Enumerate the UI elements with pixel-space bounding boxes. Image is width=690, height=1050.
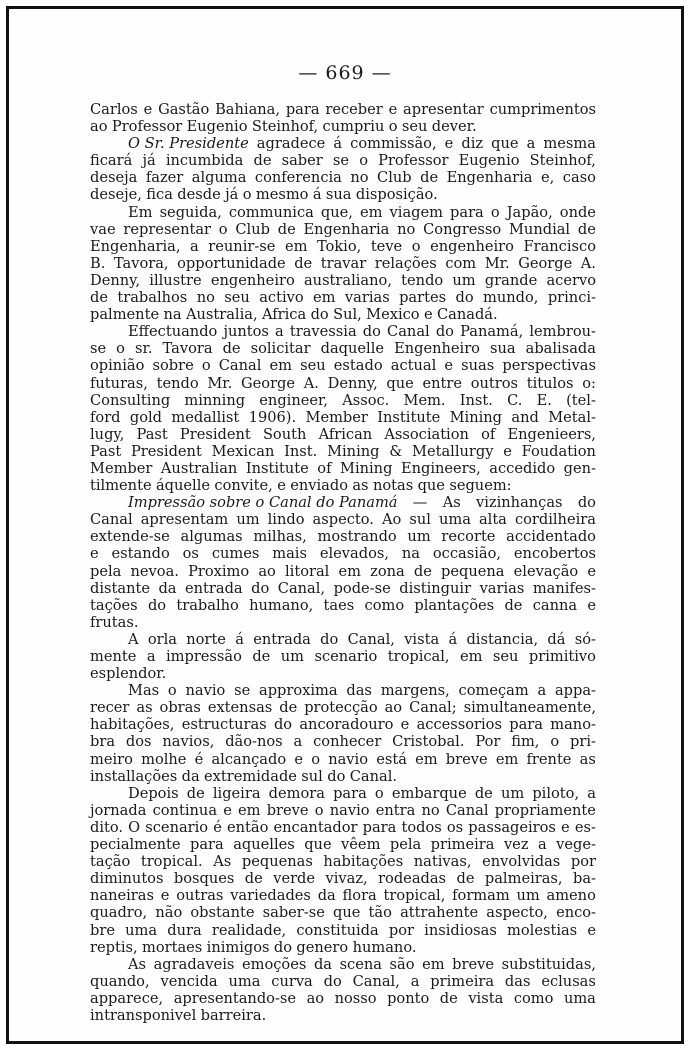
text-line: meiro molhe é alcançado e o navio está em breve em frente as (90, 750, 596, 768)
text-line: tilmente áquelle convite, e enviado as notas que seguem: (90, 477, 512, 495)
text-line: Consulting minning engineer, Assoc. Mem. Inst. C. E. (tel- (90, 391, 596, 409)
text-line: ford gold medallist 1906). Member Institute Mining and Metal- (90, 408, 596, 426)
text-line: Denny, illustre engenheiro australiano, tendo um grande acervo (90, 271, 596, 289)
text-line: mente a impressão de um scenario tropical, em seu primitivo (90, 648, 596, 665)
text-line: futuras, tendo Mr. George A. Denny, que entre outros titulos o: (90, 374, 596, 392)
text-line: intransponivel barreira. (90, 1006, 267, 1024)
text-line: extende-se algumas milhas, mostrando um recorte accidentado (90, 528, 596, 546)
text-line: dito. O scenario é então encantador para todos os passageiros e es- (90, 818, 596, 836)
text-line: ao Professor Eugenio Steinhof, cumpriu o seu dever. (90, 118, 477, 136)
text-line: palmente na Australia, Africa do Sul, Mexico e Canadá. (90, 306, 498, 324)
text-line: Past President Mexican Inst. Mining & Metallurgy e Foudation (90, 442, 596, 460)
text-line: B. Tavora, opportunidade de travar relações com Mr. George A. (90, 254, 596, 272)
text-line: installações da extremidade sul do Canal. (90, 767, 398, 785)
text-line: Canal apresentam um lindo aspecto. Ao sul uma alta cordilheira (90, 511, 596, 529)
text-line: diminutos bosques de verde vivaz, rodeadas de palmeiras, ba- (90, 870, 596, 888)
text-line: reptis, mortaes inimigos do genero humano. (90, 938, 417, 956)
text-line: esplendor. (90, 665, 167, 683)
text-line: naneiras e outras variedades da flora tropical, formam um ameno (90, 887, 596, 905)
text-line: deseja fazer alguma conferencia no Club de Engenharia e, caso (90, 169, 596, 187)
text-line: jornada continua e em breve o navio entra no Canal propriamente (90, 801, 596, 819)
italic-lead: O Sr. Presidente (128, 135, 249, 153)
text-line: Member Australian Institute of Mining Engineers, accedido gen- (90, 459, 596, 477)
text-line: ficará já incumbida de saber se o Professor Eugenio Steinhof, (90, 152, 596, 170)
body-text (90, 101, 596, 1024)
text-line: se o sr. Tavora de solicitar daquelle Engenheiro sua abalisada (90, 340, 596, 358)
text-line: A orla norte á entrada do Canal, vista á distancia, dá só- (128, 630, 596, 648)
text-line: Effectuando juntos a travessia do Canal do Panamá, lembrou- (128, 323, 596, 341)
text-line: tações do trabalho humano, taes como plantações de canna e (90, 596, 596, 614)
text-line: quadro, não obstante saber-se que tão attrahente aspecto, enco- (90, 904, 596, 922)
text-line: bre uma dura realidade, constituida por insidiosas molestias e (90, 921, 596, 939)
text-line: distante da entrada do Canal, pode-se distinguir varias manifes- (90, 579, 596, 597)
text-line: Carlos e Gastão Bahiana, para receber e apresentar cumprimentos (90, 101, 596, 118)
text-line: de trabalhos no seu activo em varias partes do mundo, princi- (90, 289, 596, 307)
text-line: As agradaveis emoções da scena são em breve substituidas, (128, 955, 596, 973)
text-line: vae representar o Club de Engenharia no Congresso Mundial de (90, 220, 596, 238)
text-line: Engenharia, a reunir-se em Tokio, teve o engenheiro Francisco (90, 237, 596, 255)
italic-lead: Impressão sobre o Canal do Panamá (128, 494, 398, 512)
text-line: tação tropical. As pequenas habitações nativas, envolvidas por (90, 853, 596, 871)
text-line: apparece, apresentando-se ao nosso ponto de vista como uma (90, 989, 596, 1007)
text-line: quando, vencida uma curva do Canal, a primeira das eclusas (90, 972, 596, 990)
text-line: Depois de ligeira demora para o embarque de um piloto, a (128, 784, 596, 802)
text-line: Em seguida, communica que, em viagem para o Japão, onde (128, 203, 596, 221)
text-line: Impressão sobre o Canal do Panamá — As vizinhanças do (128, 494, 596, 512)
text-line: habitações, estructuras do ancoradouro e accessorios para mano- (90, 716, 596, 734)
text-line: O Sr. Presidente agradece á commissão, e diz que a mesma (128, 135, 596, 153)
text-line: bra dos navios, dão-nos a conhecer Cristobal. Por fim, o pri- (90, 733, 596, 751)
text-line: opinião sobre o Canal em seu estado actual e suas perspectivas (90, 357, 596, 375)
text-line: lugy, Past President South African Association of Engenieers, (90, 425, 596, 443)
text-line: frutas. (90, 613, 139, 631)
text-line: deseje, fica desde já o mesmo á sua disposição. (90, 186, 438, 204)
text-line: Mas o navio se approxima das margens, começam a appa- (128, 682, 596, 700)
text-line: pela nevoa. Proximo ao litoral em zona de pequena elevação e (90, 562, 596, 580)
text-line: recer as obras extensas de protecção ao Canal; simultaneamente, (90, 699, 596, 717)
page-number: — 669 — (298, 62, 392, 84)
text-line: e estando os cumes mais elevados, na occasião, encobertos (90, 545, 596, 563)
text-line: pecialmente para aquelles que vêem pela primeira vez a vege- (90, 836, 596, 854)
